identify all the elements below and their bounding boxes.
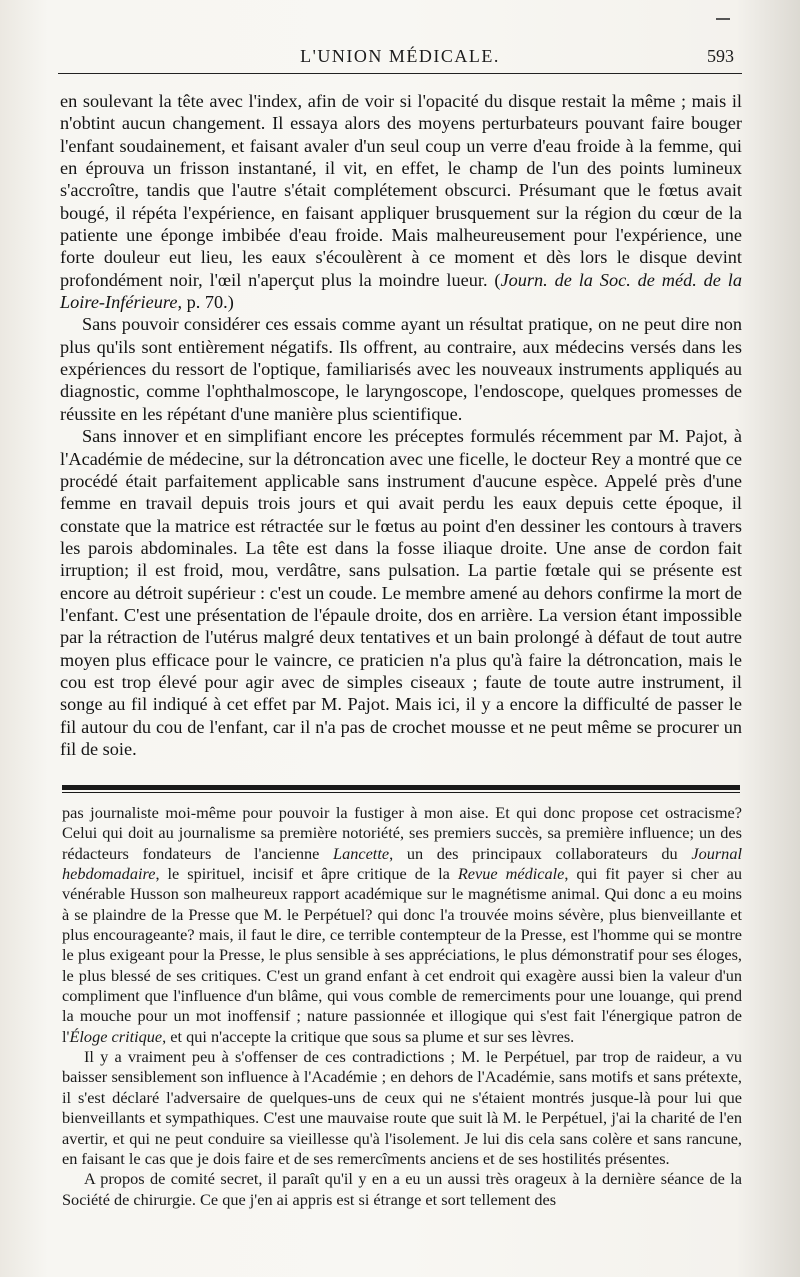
paragraph: Sans innover et en simplifiant encore les préceptes formulés récemment par M. Pajot, à l'Académie de médecine, sur la détroncation avec une ficelle, le docteur Rey a montré que ce procédé était parfaitement applicable sans instrument d'aucune espèce. Appelé près d'une femme en travail depuis trois jours et qui avait perdu les eaux depuis cette époque, il constate que la matrice est rétractée sur le fœtus au point d'en dessiner les contours à travers les parois abdominales. La tête est dans la fosse iliaque droite. Une anse de cordon fait irruption; il est froid, mou, verdâtre, sans pulsation. La partie fœtale qui se présente est encore au détroit supérieur : c'est un coude. Le membre amené au dehors confirme la mort de l'enfant. C'est une présentation de l'épaule droite, dos en arrière. La version étant impossible par la rétraction de l'utérus malgré deux tentatives et un bain prolongé à défaut de tout autre moyen plus efficace pour le vaincre, ce praticien n'a plus qu'à faire la détroncation, mais le cou est trop élevé pour agir avec de simples ciseaux ; faute de toute autre instrument, il songe au fil indiqué à cet effet par M. Pajot. Mais ici, il y a encore la difficulté de passer le fil autour du cou de l'enfant, car il n'a pas de crochet mousse et ne peut même se procurer un fil de soie.	[60, 426, 742, 759]
paragraph: A propos de comité secret, il paraît qu'il y en a eu un aussi très orageux à la dernière séance de la Société de chirurgie. Ce que j'en ai appris est si étrange et sort tellement des	[62, 1169, 742, 1209]
journal-title-hebdomadaire: Journal hebdomadaire	[62, 843, 742, 884]
divider-thick-rule	[62, 785, 740, 790]
paragraph	[62, 803, 742, 1047]
main-article-text	[60, 90, 742, 760]
header-rule	[58, 73, 742, 74]
paragraph: Il y a vraiment peu à s'offenser de ces contradictions ; M. le Perpétuel, par trop de raideur, a vu baisser sensiblement son influence à l'Académie ; en dehors de l'Académie, sans motifs et sans prétexte, il s'est déclaré l'adversaire de quelques-uns de ceux qui ne s'étaient montrés jusque-là pour lui que bienveillants et sympathiques. C'est une mauvaise route que suit là M. le Perpétuel, j'ai la charité de l'en avertir, et qui ne peut conduire sa vieillesse qu'à l'isolement. Je lui dis cela sans colère et sans rancune, en faisant le cas que je dois faire et de ses remercîments anciens et de ses hostilités présentes.	[62, 1047, 742, 1168]
paragraph-text: en soulevant la tête avec l'index, afin de voir si l'opacité du disque restait la même ; mais il n'obtint aucun changement. Il essaya alors des moyens perturbateurs pouvant faire bouger l'enfant soudainement, et faisant avaler d'un seul coup un verre d'eau froide à la femme, qui en éprouva un frisson instantané, il vit, en effet, le champ de l'un des points lumineux s'accroître, tandis que l'autre s'était complétement obscurci. Présumant que le fœtus avait bougé, il répéta l'expérience, en faisant appliquer brusquement sur la région du cœur de la patiente une éponge imbibée d'eau froide. Mais malheureusement pour l'expérience, une forte douleur eut lieu, les eaux s'écoulèrent à ce moment et dès lors le disque devint profondément noir, l'œil n'aperçut plus la moindre lueur. (	[60, 91, 742, 290]
paragraph-text: , un des principaux collaborateurs du	[389, 843, 692, 863]
divider-thin-rule	[62, 792, 740, 793]
paragraph-text: , le spirituel, incisif et âpre critique de la	[155, 864, 458, 884]
section-divider	[62, 785, 740, 794]
paragraph-text: , et qui n'accepte la critique que sous sa plume et sur ses lèvres.	[162, 1026, 575, 1046]
paragraph	[60, 90, 742, 313]
journal-title-lancette: Lancette	[333, 843, 390, 863]
paragraph-text: , qui fit payer si cher au vénérable Husson son malheureux rapport académique sur le magnétisme animal. Qui donc a eu moins à se plaindre de la Presse que M. le Perpétuel? qui donc l'a trouvée moins sévère, plus bienveillante et plus encourageante? mais, il faut le dire, ce terrible contempteur de la Presse, est l'homme qui se montre le plus exigeant pour la Presse, le plus sensible à ses appréciations, le plus démonstratif pour ses éloges, le plus blessé de ses critiques. C'est un grand enfant à cet endroit qui exagère aussi bien la valeur d'un compliment que l'influence d'un blâme, qui vous comble de remerciments pour une louange, qui prend la mouche pour un mot inoffensif ; nature passionnée et illogique qui s'est fait l'énergique patron de l'	[62, 864, 742, 1046]
journal-title-revue: Revue médicale	[457, 864, 565, 884]
running-head: L'UNION MÉDICALE.	[300, 46, 500, 66]
citation-end: , p. 70.)	[177, 292, 234, 313]
paragraph-text: pas journaliste moi-même pour pouvoir la fustiger à mon aise. Et qui donc propose cet ostracisme? Celui qui doit au journalisme sa première notoriété, ses premiers succès, sa première influence; un des rédacteurs fondateurs de l'ancienne	[62, 803, 742, 863]
feuilleton-text	[62, 803, 742, 1210]
page-number: 593	[707, 46, 734, 66]
citation-title: Journ. de la Soc. de méd. de la Loire-Inférieure	[60, 269, 742, 313]
page-header	[58, 44, 742, 72]
work-title-eloge: Éloge critique	[69, 1026, 163, 1046]
scan-mark	[716, 18, 730, 20]
paragraph: Sans pouvoir considérer ces essais comme ayant un résultat pratique, on ne peut dire non plus qu'ils sont entièrement négatifs. Ils offrent, au contraire, aux médecins versés dans les expériences du ressort de l'optique, familiarisés avec les nouveaux instruments appliqués au diagnostic, comme l'ophthalmoscope, le laryngoscope, l'endoscope, quelques promesses de réussite en les répétant d'une manière plus scientifique.	[60, 314, 742, 424]
